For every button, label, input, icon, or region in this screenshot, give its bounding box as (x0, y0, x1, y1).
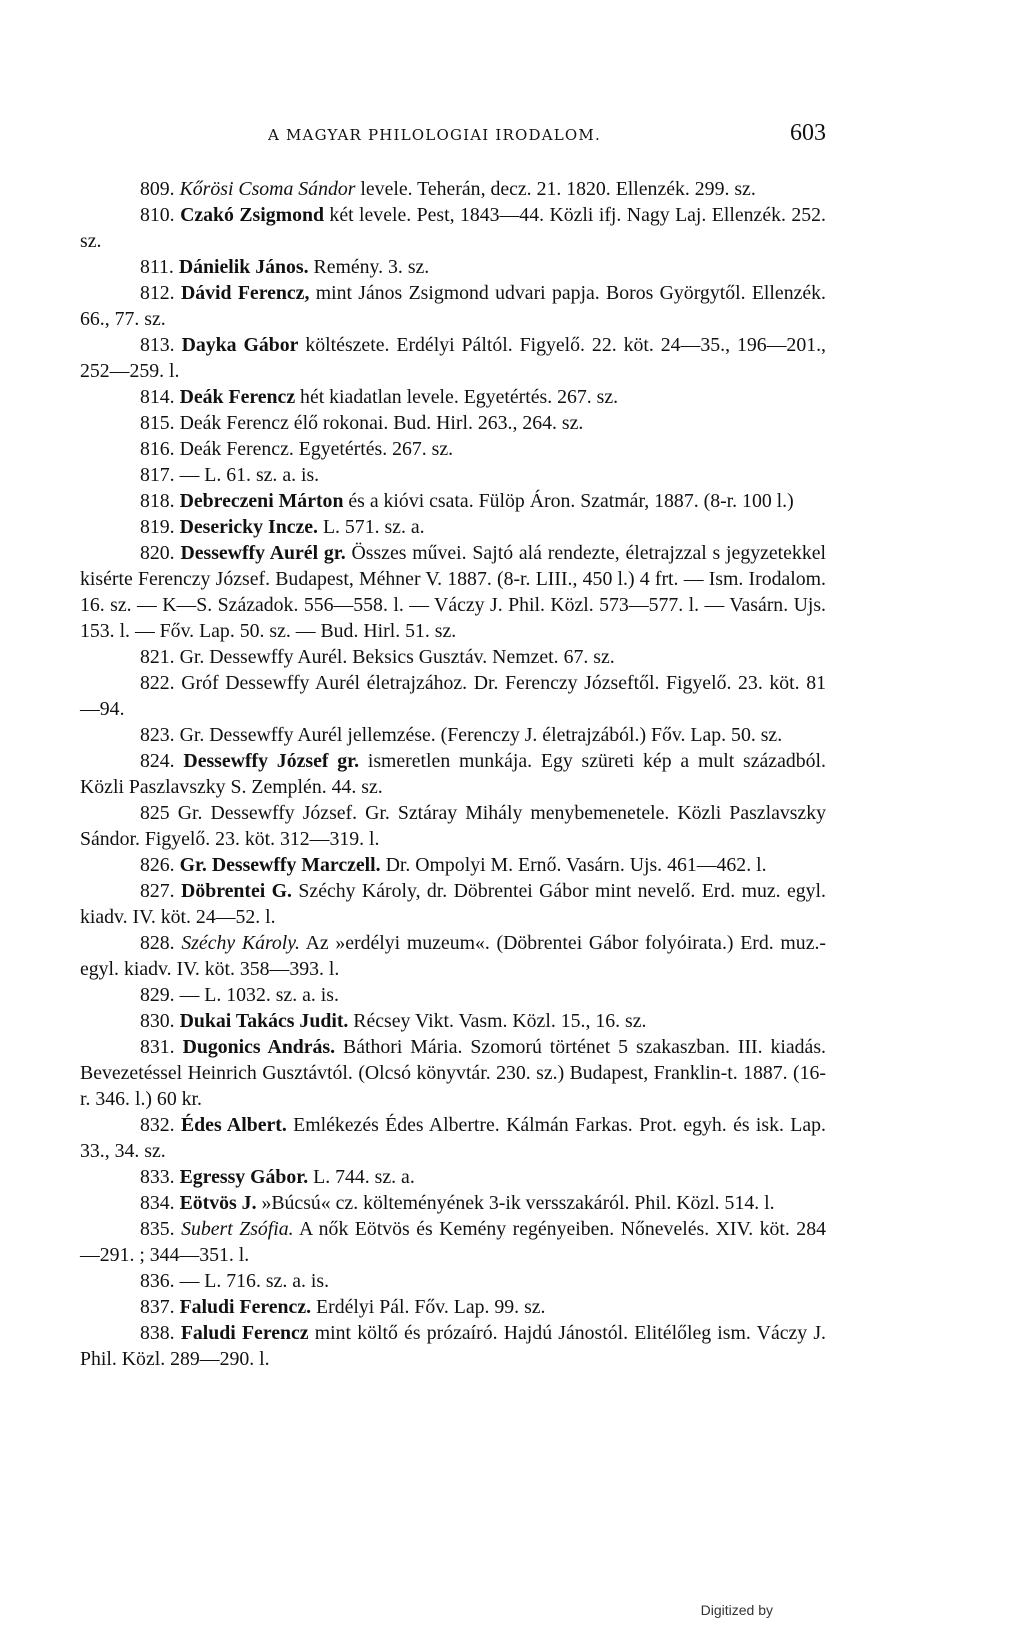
entry-text: Erdélyi Pál. Főv. Lap. 99. sz. (311, 1296, 546, 1318)
entry-text: Gr. Dessewffy József. Gr. Sztáray Mihály menybemenetele. Közli Paszlavszky Sándor. Figyelő. 23. köt. 312—319. l. (80, 802, 826, 850)
entry-text: A nők Eötvös és Kemény regényeiben. Nőnevelés. XIV. köt. 284—291. ; 344—351. l. (80, 1218, 826, 1266)
entry-subject: Dessewffy Aurél gr. (180, 542, 346, 564)
entry-text: L. 744. sz. a. (308, 1166, 415, 1188)
entry-number: 809. (140, 178, 175, 200)
entry-subject: Kőrösi Csoma Sándor (179, 178, 356, 200)
entry-number: 816. (140, 438, 175, 460)
entry-number: 833. (140, 1166, 175, 1188)
bibliography-entry (80, 722, 826, 748)
entry-number: 810. (140, 204, 175, 226)
entry-number: 821. (140, 646, 175, 668)
entry-number: 835. (140, 1218, 175, 1240)
entry-subject: Subert Zsófia. (181, 1218, 294, 1240)
entry-text: két levele. Pest, 1843—44. Közli ifj. Nagy Laj. Ellenzék. 252. sz. (80, 204, 826, 252)
entry-number: 825 (140, 802, 170, 824)
entry-text: Széchy Károly, dr. Döbrentei Gábor mint nevelő. Erd. muz. egyl. kiadv. IV. köt. 24—52. l. (80, 880, 826, 928)
entry-subject: Dánielik János. (178, 256, 309, 278)
page-number: 603 (790, 120, 826, 146)
bibliography-entry (80, 1112, 826, 1164)
entry-number: 838. (140, 1322, 175, 1344)
bibliography-entry (80, 1294, 826, 1320)
bibliography-entry (80, 462, 826, 488)
running-title: A MAGYAR PHILOLOGIAI IRODALOM. (268, 126, 601, 144)
entry-number: 815. (140, 412, 175, 434)
bibliography-entry (80, 436, 826, 462)
entry-subject: Dávid Ferencz, (180, 282, 310, 304)
entry-text: Gr. Dessewffy Aurél. Beksics Gusztáv. Nemzet. 67. sz. (179, 646, 615, 668)
entry-subject: Dessewffy József gr. (183, 750, 360, 772)
entry-text: hét kiadatlan levele. Egyetértés. 267. sz. (295, 386, 619, 408)
entry-number: 827. (140, 880, 175, 902)
entry-text: — L. 61. sz. a. is. (179, 464, 320, 486)
entry-text: levele. Teherán, decz. 21. 1820. Ellenzék. 299. sz. (355, 178, 756, 200)
bibliography-entry (80, 540, 826, 644)
entry-subject: Dukai Takács Judit. (179, 1010, 349, 1032)
entry-subject: Eötvös J. (179, 1192, 257, 1214)
entry-number: 822. (140, 672, 175, 694)
bibliography-entry (80, 982, 826, 1008)
entry-subject: Faludi Ferencz (180, 1322, 309, 1344)
entry-text: költészete. Erdélyi Páltól. Figyelő. 22. köt. 24—35., 196—201., 252—259. l. (80, 334, 826, 382)
entry-subject: Döbrentei G. (181, 880, 293, 902)
entry-number: 831. (140, 1036, 175, 1058)
entry-number: 811. (140, 256, 174, 278)
entry-subject: Faludi Ferencz. (179, 1296, 312, 1318)
entry-number: 824. (140, 750, 175, 772)
entry-text: »Búcsú« cz. költeményének 3-ik versszakáról. Phil. Közl. 514. l. (256, 1192, 775, 1214)
entry-text: Gr. Dessewffy Aurél jellemzése. (Ferenczy J. életrajzából.) Főv. Lap. 50. sz. (179, 724, 783, 746)
entry-text: Emlékezés Édes Albertre. Kálmán Farkas. Prot. egyh. és isk. Lap. 33., 34. sz. (80, 1114, 826, 1162)
entry-number: 828. (140, 932, 175, 954)
entry-text: Remény. 3. sz. (308, 256, 430, 278)
bibliography-entry (80, 800, 826, 852)
bibliography-entry (80, 1268, 826, 1294)
entry-text: — L. 1032. sz. a. is. (179, 984, 339, 1006)
entry-text: ismeretlen munkája. Egy szüreti kép a mult századból. Közli Paszlavszky S. Zemplén. 44. sz. (80, 750, 826, 798)
entry-number: 836. (140, 1270, 175, 1292)
entry-text: Báthori Mária. Szomorú történet 5 szakaszban. III. kiadás. Bevezetéssel Heinrich Gusztávtól. (Olcsó könyvtár. 230. sz.) Budapest, Franklin-t. 1887. (16-r. 346. l.) 60 kr. (80, 1036, 826, 1110)
bibliography-entry (80, 878, 826, 930)
bibliography-entry (80, 930, 826, 982)
entry-subject: Deák Ferencz (179, 386, 296, 408)
entry-subject: Egressy Gábor. (179, 1166, 309, 1188)
entry-subject: Széchy Károly. (181, 932, 300, 954)
entry-number: 829. (140, 984, 175, 1006)
entry-text: Dr. Ompolyi M. Ernő. Vasárn. Ujs. 461—462. l. (380, 854, 767, 876)
entry-text: Deák Ferencz. Egyetértés. 267. sz. (179, 438, 454, 460)
entry-text: Récsey Vikt. Vasm. Közl. 15., 16. sz. (348, 1010, 647, 1032)
entry-number: 826. (140, 854, 175, 876)
entry-number: 830. (140, 1010, 175, 1032)
entry-subject: Desericky Incze. (179, 516, 318, 538)
entry-number: 819. (140, 516, 175, 538)
entry-text: Deák Ferencz élő rokonai. Bud. Hirl. 263., 264. sz. (179, 412, 584, 434)
entry-text: és a kióvi csata. Fülöp Áron. Szatmár, 1887. (8-r. 100 l.) (343, 490, 794, 512)
entry-number: 832. (140, 1114, 175, 1136)
page-header (80, 120, 826, 154)
bibliography-entry (80, 1008, 826, 1034)
bibliography-entry (80, 254, 826, 280)
bibliography-entry (80, 514, 826, 540)
entry-text: mint költő és prózaíró. Hajdú Jánostól. Elitélőleg ism. Váczy J. Phil. Közl. 289—290. l. (80, 1322, 826, 1370)
bibliography-entry (80, 1190, 826, 1216)
bibliography-entry (80, 488, 826, 514)
entry-subject: Édes Albert. (180, 1114, 287, 1136)
entry-number: 812. (140, 282, 175, 304)
entry-text: mint János Zsigmond udvari papja. Boros Györgytől. Ellenzék. 66., 77. sz. (80, 282, 826, 330)
bibliography-entry (80, 1034, 826, 1112)
entry-subject: Dugonics András. (182, 1036, 336, 1058)
entry-subject: Czakó Zsigmond (180, 204, 324, 226)
entry-subject: Dayka Gábor (181, 334, 299, 356)
entry-number: 814. (140, 386, 175, 408)
entry-number: 823. (140, 724, 175, 746)
bibliography-entry (80, 280, 826, 332)
bibliography-entries (80, 176, 826, 1372)
entry-text: Az »erdélyi muzeum«. (Döbrentei Gábor folyóirata.) Erd. muz.-egyl. kiadv. IV. köt. 358—393. l. (80, 932, 827, 980)
entry-number: 817. (140, 464, 175, 486)
bibliography-entry (80, 202, 826, 254)
bibliography-entry (80, 748, 826, 800)
entry-number: 834. (140, 1192, 175, 1214)
entry-subject: Debreczeni Márton (179, 490, 344, 512)
bibliography-entry (80, 1320, 826, 1372)
bibliography-entry (80, 410, 826, 436)
entry-number: 818. (140, 490, 175, 512)
entry-subject: Gr. Dessewffy Marczell. (179, 854, 381, 876)
entry-number: 820. (140, 542, 175, 564)
entry-text: Összes művei. Sajtó alá rendezte, életrajzzal s jegyzetekkel kisérte Ferenczy József. Budapest, Méhner V. 1887. (8-r. LIII., 450 l.) 4 frt. — Ism. Irodalom. 16. sz. — K—S. Századok. 556—558. l. — Váczy J. Phil. Közl. 573—577. l. — Vasárn. Ujs. 153. l. — Főv. Lap. 50. sz. — Bud. Hirl. 51. sz. (80, 542, 826, 642)
entry-number: 813. (140, 334, 175, 356)
bibliography-entry (80, 176, 826, 202)
bibliography-entry (80, 644, 826, 670)
entry-text: — L. 716. sz. a. is. (179, 1270, 330, 1292)
bibliography-entry (80, 670, 826, 722)
bibliography-entry (80, 852, 826, 878)
bibliography-entry (80, 384, 826, 410)
entry-number: 837. (140, 1296, 175, 1318)
entry-text: Gróf Dessewffy Aurél életrajzához. Dr. Ferenczy Józseftől. Figyelő. 23. köt. 81—94. (80, 672, 826, 720)
bibliography-entry (80, 1216, 826, 1268)
bibliography-entry (80, 332, 826, 384)
digitized-by-label: Digitized by (700, 1602, 773, 1618)
bibliography-entry (80, 1164, 826, 1190)
entry-text: L. 571. sz. a. (318, 516, 425, 538)
